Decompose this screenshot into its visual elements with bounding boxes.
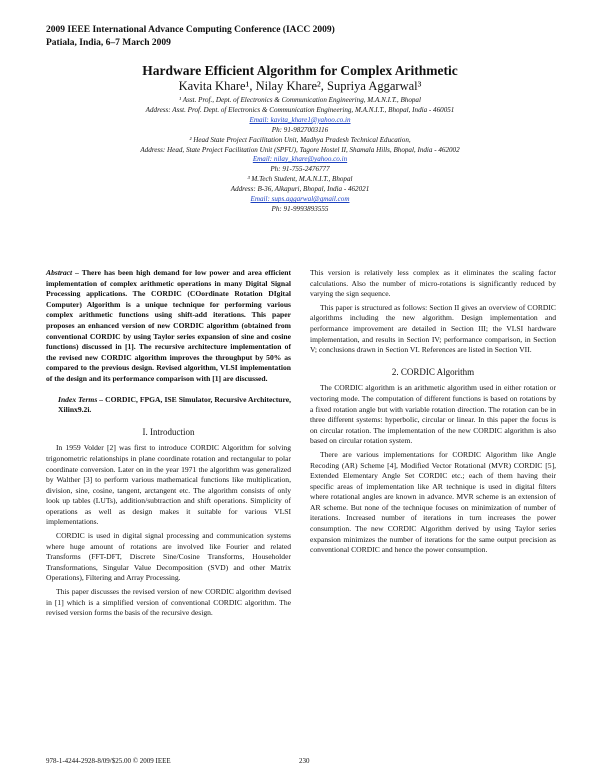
page-number: 230 (299, 757, 310, 765)
affiliations-block (40, 96, 560, 215)
cordic-paragraph: The CORDIC algorithm is an arithmetic algorithm used in either rotation or vectoring mode. The computation of different functions is based on rotations by a fixed rotation angle but with variable rotation direction. The rotation can be in three different systems: hyperbolic, circular or linear. In this paper the focus is on circular rotation. The implementation of the new CORDIC algorithm is also based on circular rotation system. (310, 383, 556, 446)
copyright-line: 978-1-4244-2928-8/09/$25.00 © 2009 IEEE (46, 757, 171, 765)
author-list: Kavita Khare¹, Nilay Khare², Supriya Aggarwal³ (178, 79, 422, 93)
intro-paragraph: This paper discusses the revised version of new CORDIC algorithm devised in [1] which is a simplified version of conventional CORDIC algorithm. The revised version forms the basis of the recursive design. (46, 587, 291, 618)
right-column (310, 268, 556, 556)
intro-paragraph: In 1959 Volder [2] was first to introduce CORDIC Algorithm for solving trigonometric relationships in plane coordinate rotation and rectangular to polar coordinate conversion. Later on in the year 1971 the algorithm was generalized by Walther [3] to perform various mathematical functions like multiplication, division, sine, cosine, tangent, arctangent etc. The algorithm consists of only look up tables (LUTs), addition/subtraction and shift operations. Simplicity of operations as well as design makes it suitable for various VLSI implementations. (46, 443, 291, 527)
affiliation-line: Ph: 91-755-2476777 (270, 165, 330, 174)
intro-paragraph: CORDIC is used in digital signal processing and communication systems where huge amount of rotations are involved like Fourier and related Transforms (FFT-DFT, Discrete Sine/Cosine Transforms, Householder Transformations, Singular Value Decomposition (SVD) and other Matrix Operations), Filtering and Array Processing. (46, 531, 291, 583)
abstract (46, 268, 291, 385)
affiliation-line: Ph: 91-9993893555 (271, 204, 329, 213)
section-heading-cordic: 2. CORDIC Algorithm (391, 366, 475, 377)
cordic-paragraph: There are various implementations for CORDIC Algorithm like Angle Recoding (AR) Scheme [4], Modified Vector Rotational (MVR) CORDIC [5], Extended Elementary Angle Set CORDIC etc.; each of them having their specific areas of implementation like AR technique is used in digital filters where rotational angles are known in advance. MVR scheme is an extension of AR scheme. But none of the technique focuses on minimization of number of iterations. Increased number of iterations in turn increases the power consumption. The new CORDIC Algorithm derived by using Taylor series expansion minimizes the number of iterations for the same output precision as conventional CORDIC and hence the power consumption. (310, 449, 556, 555)
conference-name: 2009 IEEE International Advance Computing Conference (IACC 2009) (46, 25, 335, 35)
author-email[interactable]: Email: sups.aggarwal@gmail.com (250, 195, 350, 204)
abstract-label: Abstract – (46, 268, 79, 277)
affiliation-line: ² Head State Project Facilitation Unit, Madhya Pradesh Technical Education, (189, 135, 411, 144)
affiliation-line: ¹ Asst. Prof., Dept. of Electronics & Communication Engineering, M.A.N.I.T., Bhopal (179, 96, 421, 104)
affiliation-line: ³ M.Tech Student, M.A.N.I.T., Bhopal (247, 175, 353, 184)
abstract-text: There has been high demand for low power and area efficient implementation of complex arithmetic operations in many Digital Signal Processing applications. The CORDIC (COordinate Rotation DIgital Computer) Algorithm is a unique technique for performing various complex arithmetic functions using shift-add iterations. This paper proposes an enhanced version of new CORDIC algorithm (obtained from conventional CORDIC by using Taylor series expansion of sine and cosine functions) discussed in [1]. The recursive architecture implementation of the revised new CORDIC algorithm improves the throughput by 50% as compared to the previous design. Revised algorithm, VLSI implementation of the design and its performance comparison with [1] are discussed. (46, 268, 291, 383)
structure-paragraph: This paper is structured as follows: Section II gives an overview of CORDIC algorithms including the new algorithm. Design implementation and performance improvement are detailed in Section III; the VLSI hardware implementation, and results in Section IV; performance comparison, in Section V; conclusions drawn in Section VI. References are listed in Section VII. (310, 302, 556, 355)
index-terms-label: Index Terms – (58, 394, 104, 404)
author-email[interactable]: Email: kavita_khare1@yahoo.co.in (249, 115, 351, 124)
intro-continued-paragraph: This version is relatively less complex as it eliminates the scaling factor calculations. Also the number of micro-rotations is significantly reduced by varying the sign sequence. (310, 268, 556, 299)
conference-location: Patiala, India, 6–7 March 2009 (46, 38, 171, 48)
affiliation-line: Address: B-36, Alkapuri, Bhopal, India - 462021 (230, 185, 370, 194)
affiliation-line: Address: Head, State Project Facilitation Unit (SPFU), Tagore Hostel II, Shamala Hills, Bhopal, India - 462002 (140, 145, 460, 154)
affiliation-line: Ph: 91-9827003116 (271, 125, 329, 134)
affiliation-line: Address: Asst. Prof. Dept. of Electronics & Communication Engineering, M.A.N.I.T., Bhopal, India - 460051 (145, 105, 455, 114)
section-heading-introduction: I. Introduction (142, 426, 195, 437)
index-terms-text: CORDIC, FPGA, ISE Simulator, Recursive Architecture, Xilinx9.2i. (58, 394, 291, 415)
conference-header (46, 24, 335, 50)
author-email[interactable]: Email: nilay_khare@yahoo.co.in (252, 155, 348, 164)
paper-title: Hardware Efficient Algorithm for Complex Arithmetic (142, 63, 458, 78)
left-column (46, 268, 291, 619)
index-terms (46, 395, 291, 416)
